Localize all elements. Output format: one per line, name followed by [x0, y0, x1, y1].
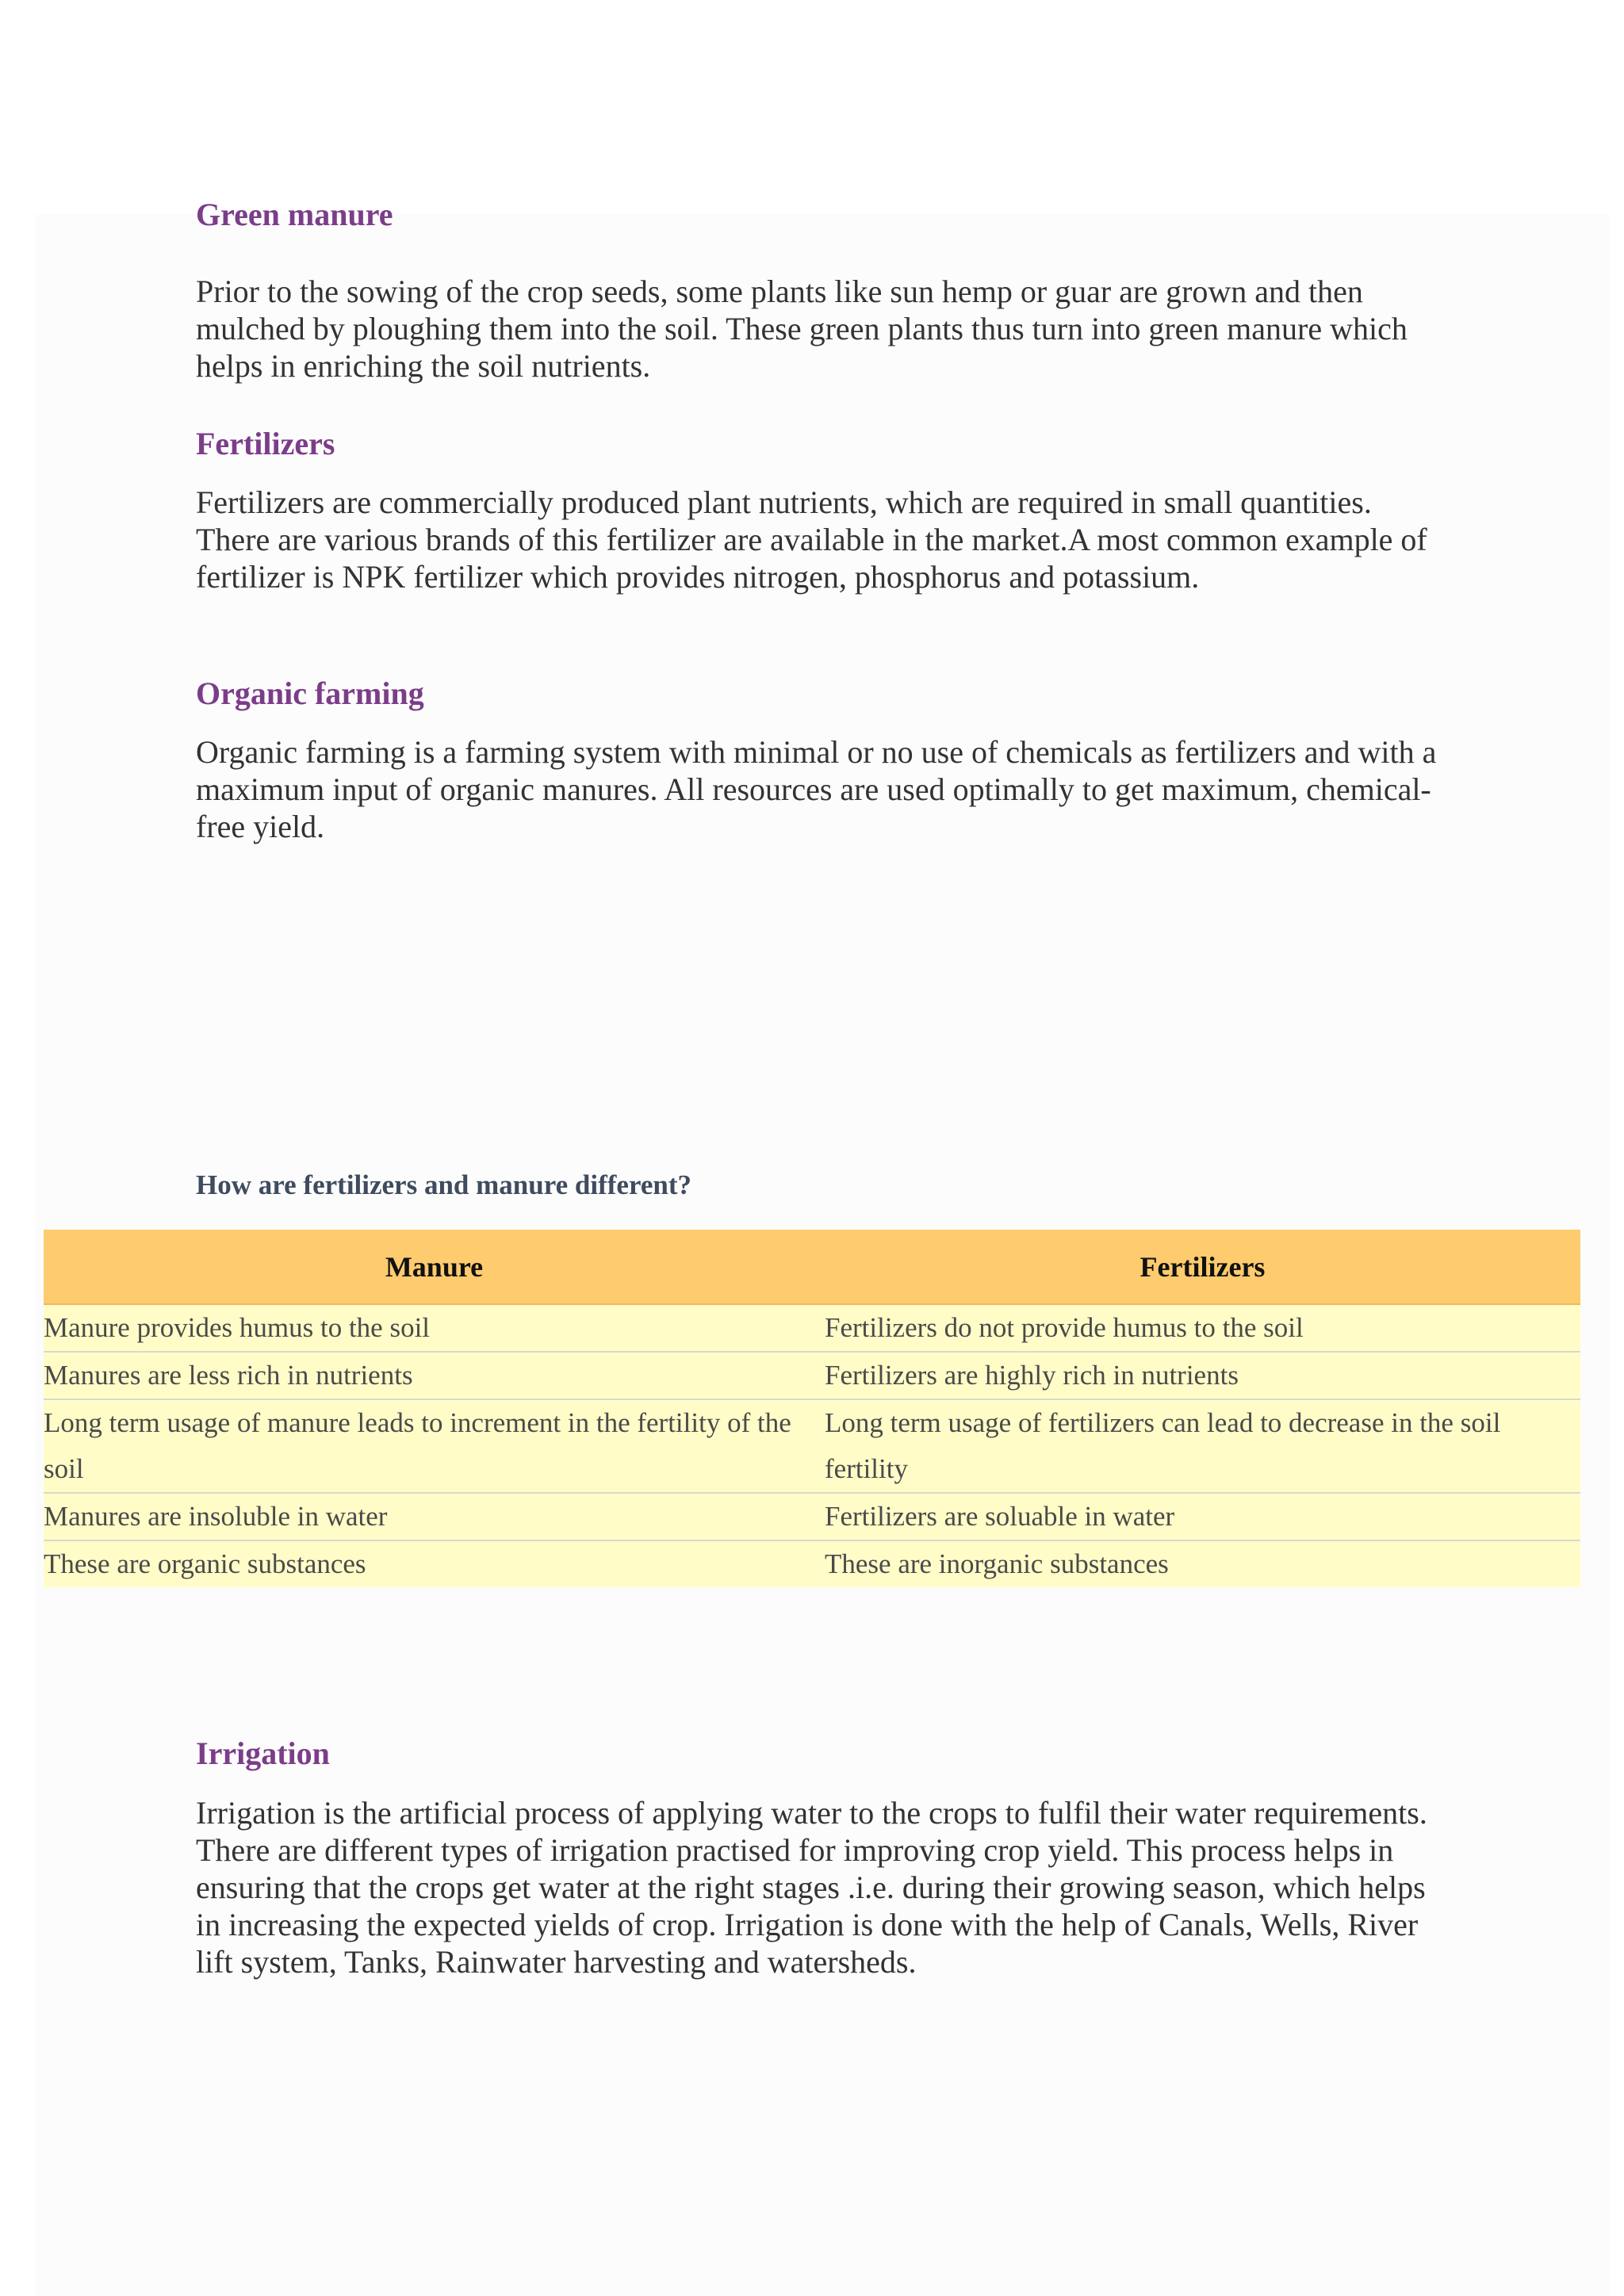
manure-cell: Manures are less rich in nutrients [44, 1352, 825, 1399]
comparison-table [44, 1230, 1580, 1587]
fertilizer-cell: Fertilizers are soluable in water [825, 1493, 1580, 1540]
table-row [44, 1540, 1580, 1587]
header-manure: Manure [44, 1230, 825, 1304]
manure-cell: Manures are insoluble in water [44, 1493, 825, 1540]
table-header-row [44, 1230, 1580, 1304]
green-manure-paragraph: Prior to the sowing of the crop seeds, some plants like sun hemp or guar are grown and then mulched by ploughing them into the soil. These green plants thus turn into green manure which helps in enriching the soil nutrients. [196, 274, 1408, 384]
green-manure-heading: Green manure [196, 197, 393, 232]
table-row [44, 1352, 1580, 1399]
comparison-title: How are fertilizers and manure different? [196, 1169, 692, 1200]
organic-farming-heading: Organic farming [196, 675, 424, 711]
table-row [44, 1399, 1580, 1493]
fertilizers-heading: Fertilizers [196, 426, 335, 461]
fertilizer-cell: Fertilizers are highly rich in nutrients [825, 1352, 1580, 1399]
manure-cell: Manure provides humus to the soil [44, 1304, 825, 1352]
fertilizer-cell: These are inorganic substances [825, 1540, 1580, 1587]
irrigation-heading: Irrigation [196, 1735, 330, 1771]
table-row [44, 1304, 1580, 1352]
manure-cell: These are organic substances [44, 1540, 825, 1587]
irrigation-paragraph: Irrigation is the artificial process of applying water to the crops to fulfil their water requirements. There are different types of irrigation practised for improving crop yield. This process helps in ensuring that the crops get water at the right stages .i.e. during their growing season, which helps in increasing the expected yields of crop. Irrigation is done with the help of Canals, Wells, River lift system, Tanks, Rainwater harvesting and watersheds. [196, 1795, 1427, 1980]
organic-farming-paragraph: Organic farming is a farming system with minimal or no use of chemicals as fertilizers and with a maximum input of organic manures. All resources are used optimally to get maximum, chemical-free yield. [196, 734, 1437, 844]
header-fertilizers: Fertilizers [825, 1230, 1580, 1304]
fertilizers-paragraph: Fertilizers are commercially produced plant nutrients, which are required in small quantities. There are various brands of this fertilizer are available in the market.A most common example of fertilizer is NPK fertilizer which provides nitrogen, phosphorus and potassium. [196, 484, 1427, 595]
fertilizer-cell: Fertilizers do not provide humus to the soil [825, 1304, 1580, 1352]
manure-cell: Long term usage of manure leads to increment in the fertility of the soil [44, 1399, 825, 1493]
fertilizer-cell: Long term usage of fertilizers can lead to decrease in the soil fertility [825, 1399, 1580, 1493]
table-row [44, 1493, 1580, 1540]
